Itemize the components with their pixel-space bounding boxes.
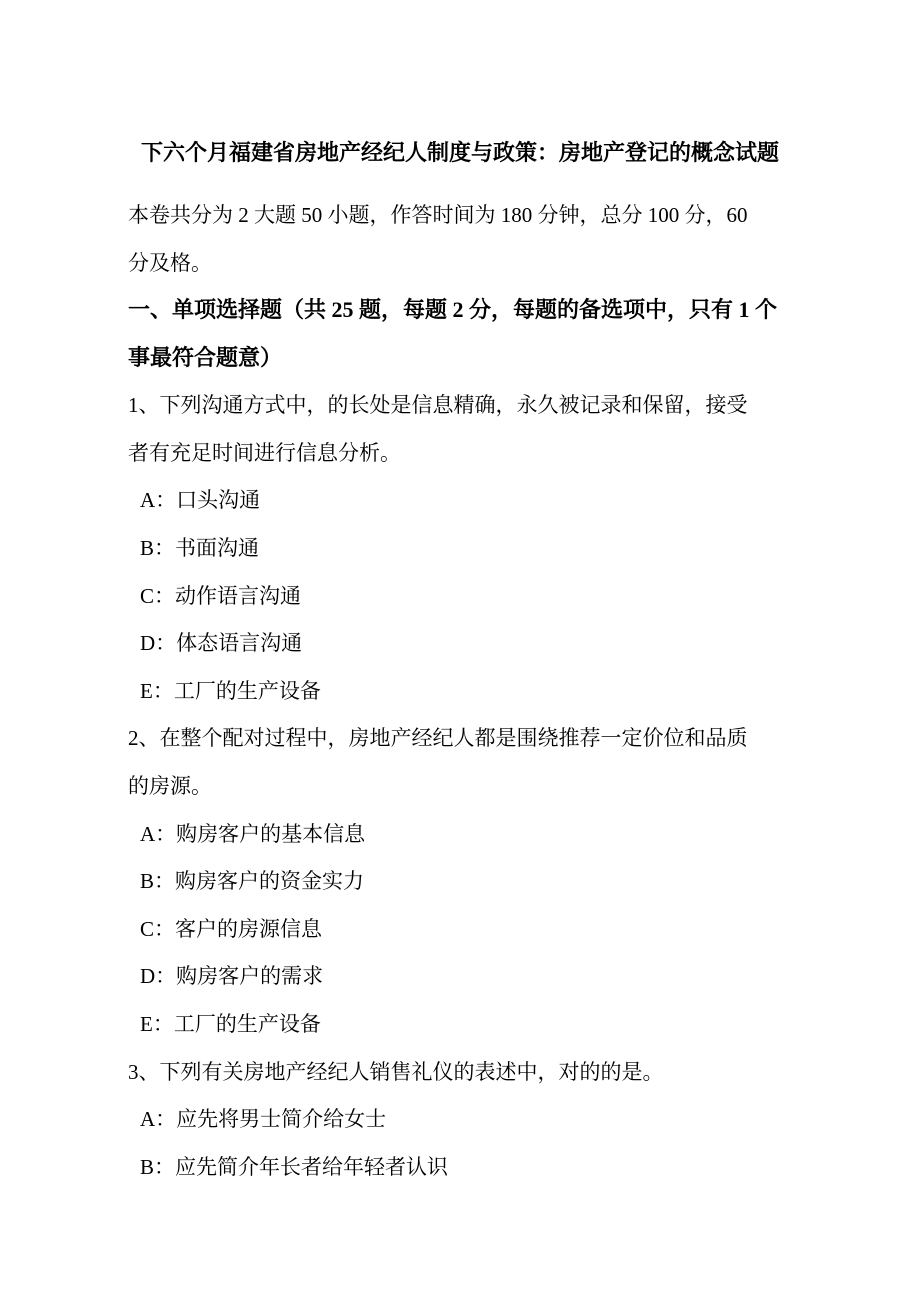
question-2-text-line-2: 的房源。 — [128, 774, 212, 798]
question-2-option-c: C：客户的房源信息 — [140, 917, 323, 941]
question-1-text-line-2: 者有充足时间进行信息分析。 — [128, 441, 401, 465]
question-2-option-e: E：工厂的生产设备 — [140, 1012, 321, 1036]
question-1-text-line-1: 1、下列沟通方式中，的长处是信息精确，永久被记录和保留，接受 — [128, 393, 748, 417]
section-heading-line-1: 一、单项选择题（共 25 题，每题 2 分，每题的备选项中，只有 1 个 — [128, 297, 778, 322]
question-1-option-e: E：工厂的生产设备 — [140, 679, 321, 703]
question-1-option-c: C：动作语言沟通 — [140, 584, 302, 608]
exam-info-line-2: 分及格。 — [128, 251, 212, 275]
question-1-option-b: B：书面沟通 — [140, 536, 260, 560]
question-2-option-d: D：购房客户的需求 — [140, 964, 324, 988]
exam-info-line-1: 本卷共分为 2 大题 50 小题，作答时间为 180 分钟，总分 100 分，60 — [128, 203, 748, 227]
document-title: 下六个月福建省房地产经纪人制度与政策：房地产登记的概念试题 — [140, 140, 779, 165]
question-3-option-a: A：应先将男士简介给女士 — [140, 1107, 387, 1131]
section-heading-line-2: 事最符合题意） — [128, 345, 283, 370]
question-2-text-line-1: 2、在整个配对过程中，房地产经纪人都是围绕推荐一定价位和品质 — [128, 726, 748, 750]
question-2-option-b: B：购房客户的资金实力 — [140, 869, 365, 893]
question-2-option-a: A：购房客户的基本信息 — [140, 822, 366, 846]
question-3-text-line-1: 3、下列有关房地产经纪人销售礼仪的表述中，对的的是。 — [128, 1060, 664, 1084]
question-1-option-a: A：口头沟通 — [140, 488, 261, 512]
question-3-option-b: B：应先简介年长者给年轻者认识 — [140, 1155, 449, 1179]
question-1-option-d: D：体态语言沟通 — [140, 631, 303, 655]
